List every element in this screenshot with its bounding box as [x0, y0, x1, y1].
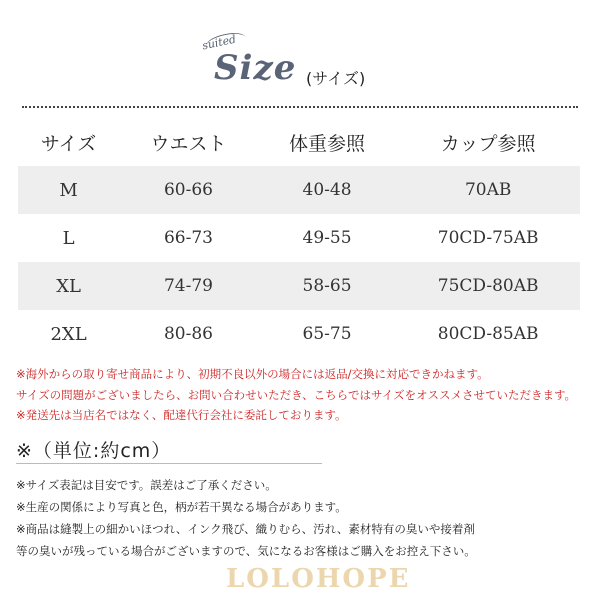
cell-size: L	[62, 227, 75, 249]
black-note: 等の臭いが残っている場合がございますので、気になるお客様はご購入をお控え下さい。	[16, 544, 476, 558]
red-note: ※発送先は当店名ではなく、配達代行会社に委託しております。	[16, 408, 347, 422]
black-note: ※生産の関係により写真と色，柄が若干異なる場合があります。	[16, 500, 347, 514]
black-note: ※商品は縫製上の細かいほつれ、インク飛び、織りむら、汚れ、素材特有の臭いや接着剤	[16, 522, 475, 536]
table-header-row	[18, 118, 580, 166]
header-waist: ウエスト	[150, 132, 227, 155]
cell-cup: 80CD-85AB	[437, 324, 539, 344]
cell-cup: 70CD-75AB	[437, 228, 539, 248]
cell-cup: 70AB	[464, 180, 512, 200]
cell-waist: 66-73	[163, 228, 213, 248]
cell-weight: 58-65	[302, 276, 352, 296]
dotted-divider	[22, 106, 578, 108]
cell-size: XL	[56, 275, 81, 297]
header-cup: カップ参照	[440, 132, 536, 155]
header-size: サイズ	[40, 132, 97, 155]
cell-weight: 65-75	[302, 324, 352, 344]
red-note: ※海外からの取り寄せ商品により、初期不良以外の場合には返品/交換に対応できかねます。	[16, 367, 489, 381]
header-weight: 体重参照	[289, 132, 366, 155]
cell-weight: 49-55	[302, 228, 352, 248]
size-header	[0, 0, 600, 108]
table-row	[18, 262, 580, 310]
unit-underline	[16, 463, 322, 464]
black-note: ※サイズ表記は目安です。誤差はご了承ください。	[16, 478, 277, 492]
cell-waist: 80-86	[163, 324, 213, 344]
unit-label: ※（単位:約cm）	[16, 440, 172, 462]
suited-label: suited	[201, 32, 238, 53]
table-row	[18, 310, 580, 358]
size-subtitle: (サイズ)	[306, 69, 366, 88]
table-row	[18, 214, 580, 262]
cell-cup: 75CD-80AB	[437, 276, 539, 296]
cell-size: 2XL	[50, 323, 87, 345]
size-title: Size	[214, 48, 297, 88]
black-notes	[16, 474, 591, 562]
brand-watermark: LOLOHOPE	[226, 564, 411, 594]
cell-weight: 40-48	[302, 180, 352, 200]
cell-waist: 74-79	[163, 276, 213, 296]
table-row	[18, 166, 580, 214]
red-notes	[16, 364, 586, 426]
cell-waist: 60-66	[163, 180, 213, 200]
red-note: サイズの問題がございましたら、お問い合わせいただき、こちらではサイズをオススメさせていただきます。	[16, 387, 577, 402]
size-table	[18, 118, 580, 358]
cell-size: M	[59, 179, 78, 201]
